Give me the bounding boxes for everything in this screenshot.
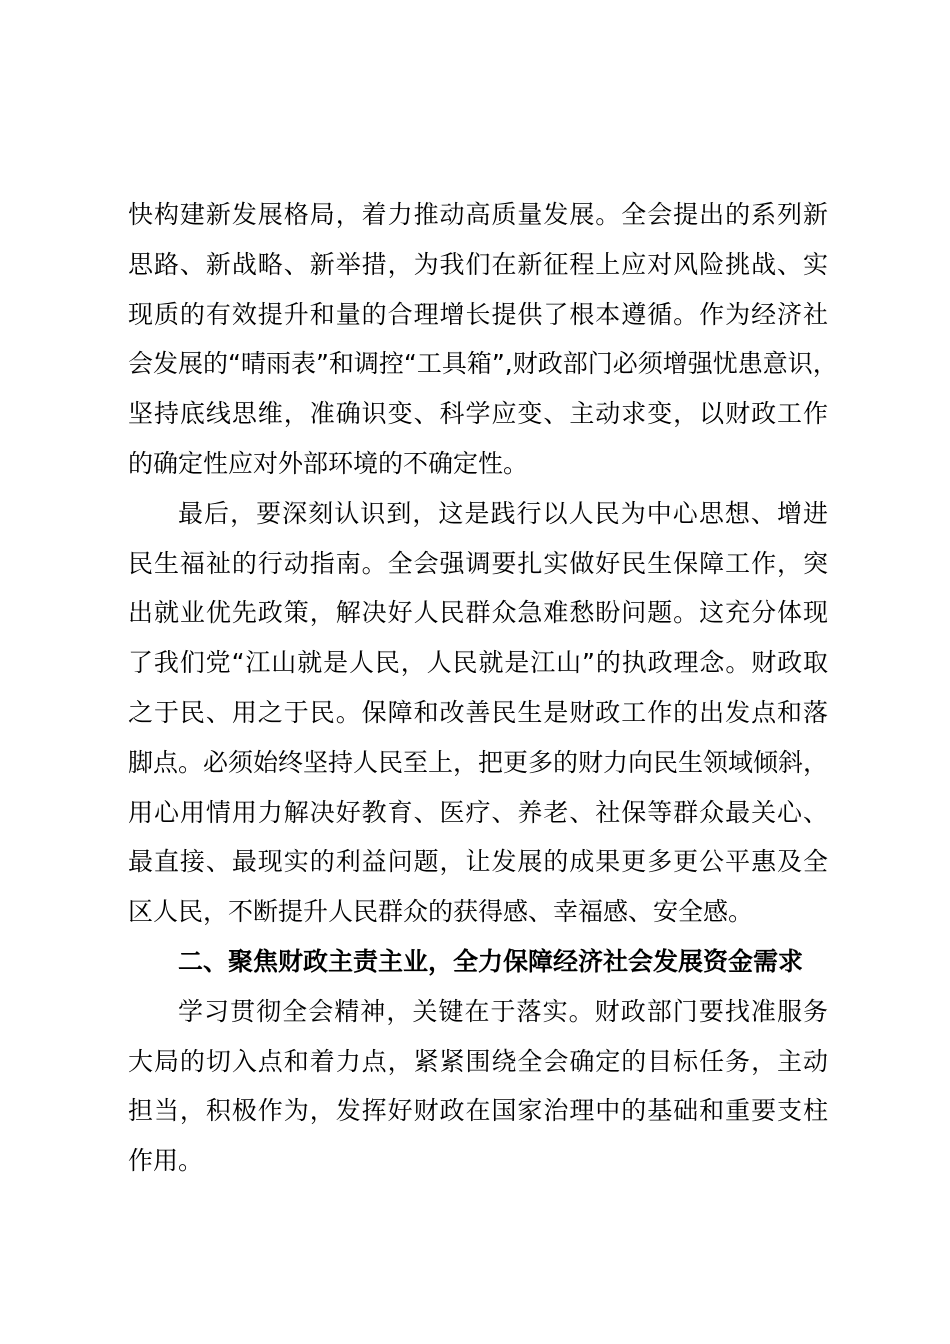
- text-line: 最直接、最现实的利益问题，让发展的成果更多更公平惠及全: [128, 847, 828, 877]
- document-body: [128, 190, 838, 1186]
- paragraph-implementation: [128, 987, 828, 1186]
- section-heading-text: 二、聚焦财政主责主业，全力保障经济社会发展资金需求: [178, 946, 804, 976]
- paragraph-continuation: [128, 190, 838, 489]
- text-line: 最后，要深刻认识到，这是践行以人民为中心思想、增进: [178, 498, 828, 528]
- text-line: 民生福祉的行动指南。全会强调要扎实做好民生保障工作，突: [128, 548, 828, 578]
- section-heading: [128, 937, 828, 987]
- text-line: 担当，积极作为，发挥好财政在国家治理中的基础和重要支柱: [128, 1096, 828, 1126]
- text-line: 出就业优先政策，解决好人民群众急难愁盼问题。这充分体现: [128, 598, 828, 628]
- text-line: 会发展的“晴雨表”和调控“工具箱”,财政部门必须增强忧患意识，: [128, 349, 838, 379]
- text-line: 学习贯彻全会精神，关键在于落实。财政部门要找准服务: [178, 996, 828, 1026]
- text-line: 快构建新发展格局，着力推动高质量发展。全会提出的系列新: [128, 200, 828, 229]
- text-line: 的确定性应对外部环境的不确定性。: [128, 448, 529, 478]
- text-line: 作用。: [128, 1146, 204, 1176]
- text-line: 了我们党“江山就是人民，人民就是江山”的执政理念。财政取: [128, 648, 828, 678]
- text-line: 脚点。必须始终坚持人民至上，把更多的财力向民生领域倾斜，: [128, 747, 829, 777]
- text-line: 现质的有效提升和量的合理增长提供了根本遵循。作为经济社: [128, 299, 828, 329]
- paragraph-finally: [128, 489, 828, 937]
- text-line: 之于民、用之于民。保障和改善民生是财政工作的出发点和落: [128, 697, 828, 727]
- text-line: 思路、新战略、新举措，为我们在新征程上应对风险挑战、实: [128, 249, 828, 279]
- text-line: 大局的切入点和着力点，紧紧围绕全会确定的目标任务，主动: [128, 1046, 828, 1076]
- text-line: 用心用情用力解决好教育、医疗、养老、社保等群众最关心、: [128, 797, 828, 827]
- text-line: 区人民，不断提升人民群众的获得感、幸福感、安全感。: [128, 897, 754, 927]
- text-line: 坚持底线思维，准确识变、科学应变、主动求变，以财政工作: [128, 399, 828, 429]
